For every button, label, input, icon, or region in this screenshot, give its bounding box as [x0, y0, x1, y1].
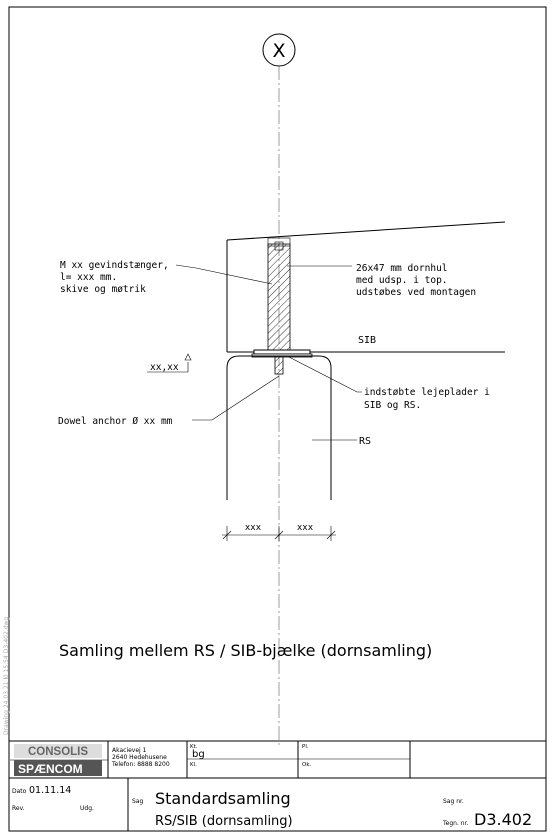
- bearing-plates-label-1: indstøbte lejeplader i: [364, 387, 490, 398]
- axis-label: X: [272, 40, 286, 62]
- sib-label: SIB: [358, 335, 377, 346]
- dowel-hole-label-1: 26x47 mm dornhul: [356, 263, 448, 274]
- address-line-2: 2640 Hedehusene: [112, 754, 167, 761]
- sag-label: Sag: [132, 798, 144, 805]
- pl-label: Pl.: [302, 744, 309, 750]
- logo-bottom-text: SPÆNCOM: [18, 762, 83, 776]
- address-line-1: Akacievej 1: [112, 747, 147, 754]
- kt-label: Kt.: [190, 744, 198, 750]
- file-reference-note: Drawing 24.03.21 kl 15:54 D3-402.dwg: [3, 616, 10, 735]
- dimension-line: [222, 526, 336, 541]
- edition-label: Udg.: [80, 805, 94, 812]
- dowel-hole: [268, 238, 290, 352]
- address-line-3: Telefon: 8888 8200: [112, 761, 170, 768]
- ok-label: Ok.: [302, 762, 312, 768]
- threaded-rods-label-3: skive og møtrik: [60, 284, 146, 295]
- kt-value: bg: [192, 749, 205, 760]
- threaded-rods-label-1: M xx gevindstænger,: [60, 260, 169, 271]
- case-number-label: Sag nr.: [443, 798, 464, 805]
- bearing-plates-label-2: SIB og RS.: [364, 400, 422, 411]
- dowel-hole-label-3: udstøbes ved montagen: [356, 287, 477, 298]
- dowel-anchor-label: Dowel anchor Ø xx mm: [58, 416, 173, 427]
- date-label: Dato: [12, 788, 27, 795]
- drawing-number: D3.402: [474, 810, 533, 829]
- kl-label: Kl.: [190, 762, 197, 768]
- dowel-anchor: [275, 356, 283, 374]
- company-logo: [14, 744, 102, 776]
- dowel-hole-label-2: med udsp. i top.: [356, 275, 448, 286]
- drawing-subtitle: RS/SIB (dornsamling): [155, 814, 293, 829]
- revision-label: Rev.: [12, 805, 25, 812]
- drawing-caption: Samling mellem RS / SIB-bjælke (dornsamling): [59, 641, 433, 660]
- threaded-rods-label-2: l= xxx mm.: [60, 272, 118, 283]
- level-label: xx,xx: [150, 362, 179, 373]
- date-value: 01.11.14: [29, 785, 72, 796]
- drawing-title: Standardsamling: [155, 789, 291, 808]
- dimension-left-label: xxx: [244, 523, 262, 533]
- drawing-number-label: Tegn. nr.: [443, 820, 469, 827]
- logo-top-text: CONSOLIS: [27, 746, 89, 758]
- rs-label: RS: [359, 436, 372, 447]
- dimension-right-label: xxx: [296, 523, 314, 533]
